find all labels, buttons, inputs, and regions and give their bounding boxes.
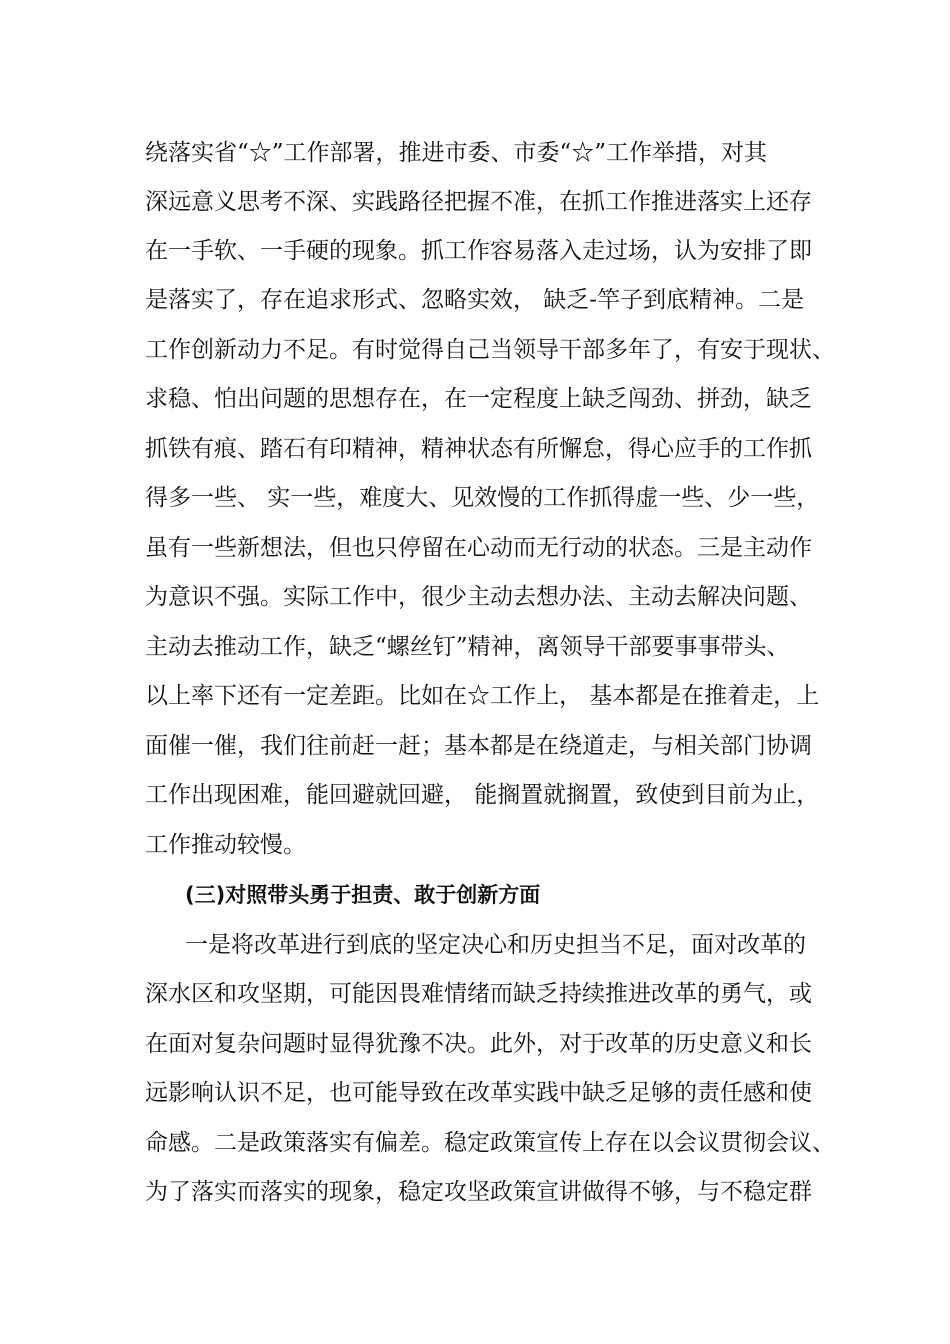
body-text-line: 以上率下还有一定差距。比如在☆工作上， 基本都是在推着走，上 <box>145 683 820 709</box>
body-text-line: 工作创新动力不足。有时觉得自己当领导干部多年了，有安于现状、 <box>145 337 835 363</box>
body-text-line: 绕落实省“☆”工作部署，推进市委、市委“☆”工作举措，对其 <box>145 140 768 166</box>
body-text-line: 深远意义思考不深、实践路径把握不准，在抓工作推进落实上还存 <box>145 189 812 215</box>
body-text-line: 工作推动较慢。 <box>145 832 306 858</box>
body-text-line: 主动去推动工作，缺乏“螺丝钉”精神，离领导干部要事事带头、 <box>145 634 790 660</box>
body-text-line: 远影响认识不足，也可能导致在改革实践中缺乏足够的责任感和使 <box>145 1080 812 1106</box>
body-text-line: 为了落实而落实的现象，稳定攻坚政策宣讲做得不够，与不稳定群 <box>145 1179 812 1205</box>
body-text-line: 命感。二是政策落实有偏差。稳定政策宣传上存在以会议贯彻会议、 <box>145 1130 835 1156</box>
body-text-line: 工作出现困难，能回避就回避， 能搁置就搁置，致使到目前为止， <box>145 782 820 808</box>
body-text-line: 一是将改革进行到底的坚定决心和历史担当不足，面对改革的 <box>185 932 806 958</box>
body-text-line: 在面对复杂问题时显得犹豫不决。此外，对于改革的历史意义和长 <box>145 1031 812 1057</box>
body-text-line: 在一手软、一手硬的现象。抓工作容易落入走过场，认为安排了即 <box>145 238 812 264</box>
section-heading: (三)对照带头勇于担责、敢于创新方面 <box>185 883 541 907</box>
body-text-line: 抓铁有痕、踏石有印精神，精神状态有所懈怠，得心应手的工作抓 <box>145 436 812 462</box>
body-text-line: 得多一些、 实一些，难度大、见效慢的工作抓得虚一些、少一些， <box>145 485 820 511</box>
body-text-line: 深水区和攻坚期，可能因畏难情绪而缺乏持续推进改革的勇气，或 <box>145 981 812 1007</box>
body-text-line: 面催一催，我们往前赶一赶；基本都是在绕道走，与相关部门协调 <box>145 733 812 759</box>
body-text-line: 为意识不强。实际工作中，很少主动去想办法、主动去解决问题、 <box>145 584 812 610</box>
body-text-line: 是落实了，存在追求形式、忽略实效， 缺乏-竿子到底精神。二是 <box>145 287 805 313</box>
body-text-line: 虽有一些新想法，但也只停留在心动而无行动的状态。三是主动作 <box>145 535 812 561</box>
body-text-line: 求稳、怕出问题的思想存在，在一定程度上缺乏闯劲、拼劲，缺乏 <box>145 386 812 412</box>
